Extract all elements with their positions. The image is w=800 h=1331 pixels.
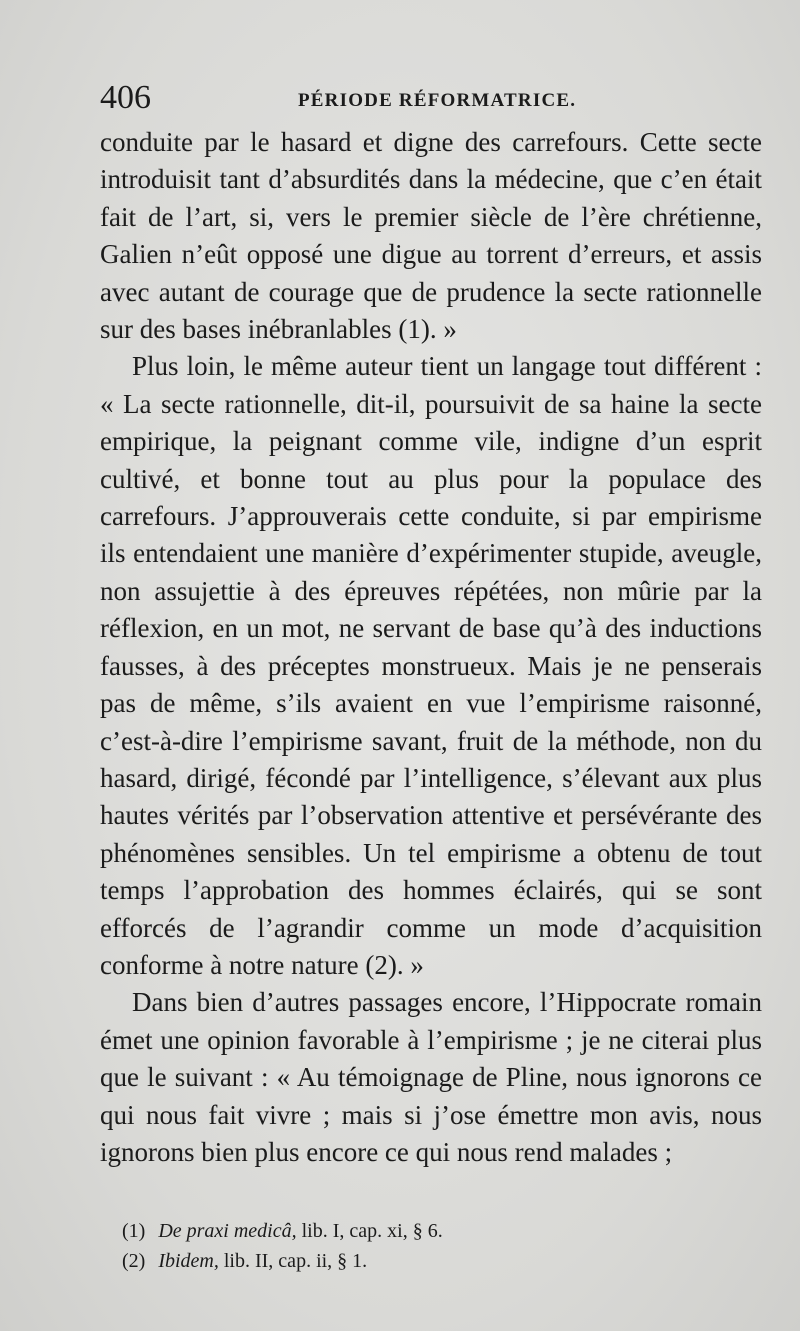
page-number: 406 [100,79,151,116]
footnotes [122,1216,742,1276]
footnote [122,1216,742,1246]
footnote-title: De praxi medicâ, [158,1220,297,1242]
footnote-mark: (2) [122,1250,146,1272]
body-text [100,124,762,1171]
page-header [100,78,762,122]
paragraph: conduite par le hasard et digne des carrefours. Cette secte introduisit tant d’absurdités dans la médecine, que c’en était fait de l’art, si, vers le premier siècle de l’ère chrétienne, Galien n’eût opposé une digue au torrent d’erreurs, et assis avec autant de courage que de prudence la secte rationnelle sur des bases inébranlables (1). » [100,127,762,345]
paragraph: Dans bien d’autres passages encore, l’Hippocrate romain émet une opinion favorable à l’empirisme ; je ne citerai plus que le suivant : « Au témoignage de Pline, nous ignorons ce qui nous fait vivre ; mais si j’ose émettre mon avis, nous ignorons bien plus encore ce qui nous rend malades ; [100,987,762,1167]
footnote-reference: lib. II, cap. ii, § 1. [223,1250,368,1272]
footnote-title: Ibidem, [158,1250,219,1272]
running-title: PÉRIODE RÉFORMATRICE. [298,90,577,111]
paragraph: Plus loin, le même auteur tient un langage tout différent : « La secte rationnelle, dit-il, poursuivit de sa haine la secte empirique, la peignant comme vile, indigne d’un esprit cultivé, et bonne tout au plus pour la populace des carrefours. J’approuverais cette conduite, si par empirisme ils entendaient une manière d’expérimenter stupide, aveugle, non assujettie à des épreuves répétées, non mûrie par la réflexion, en un mot, ne servant de base qu’à des inductions fausses, à des préceptes monstrueux. Mais je ne penserais pas de même, s’ils avaient en vue l’empirisme raisonné, c’est-à-dire l’empirisme savant, fruit de la méthode, non du hasard, dirigé, fécondé par l’intelligence, s’élevant aux plus hautes vérités par l’observation attentive et persévérante des phénomènes sensibles. Un tel empirisme a obtenu de tout temps l’approbation des hommes éclairés, qui se sont efforcés de l’agrandir comme un mode d’acquisition conforme à notre nature (2). » [100,351,762,980]
footnote-reference: lib. I, cap. xi, § 6. [301,1220,443,1242]
footnote-mark: (1) [122,1220,146,1242]
footnote [122,1246,742,1276]
